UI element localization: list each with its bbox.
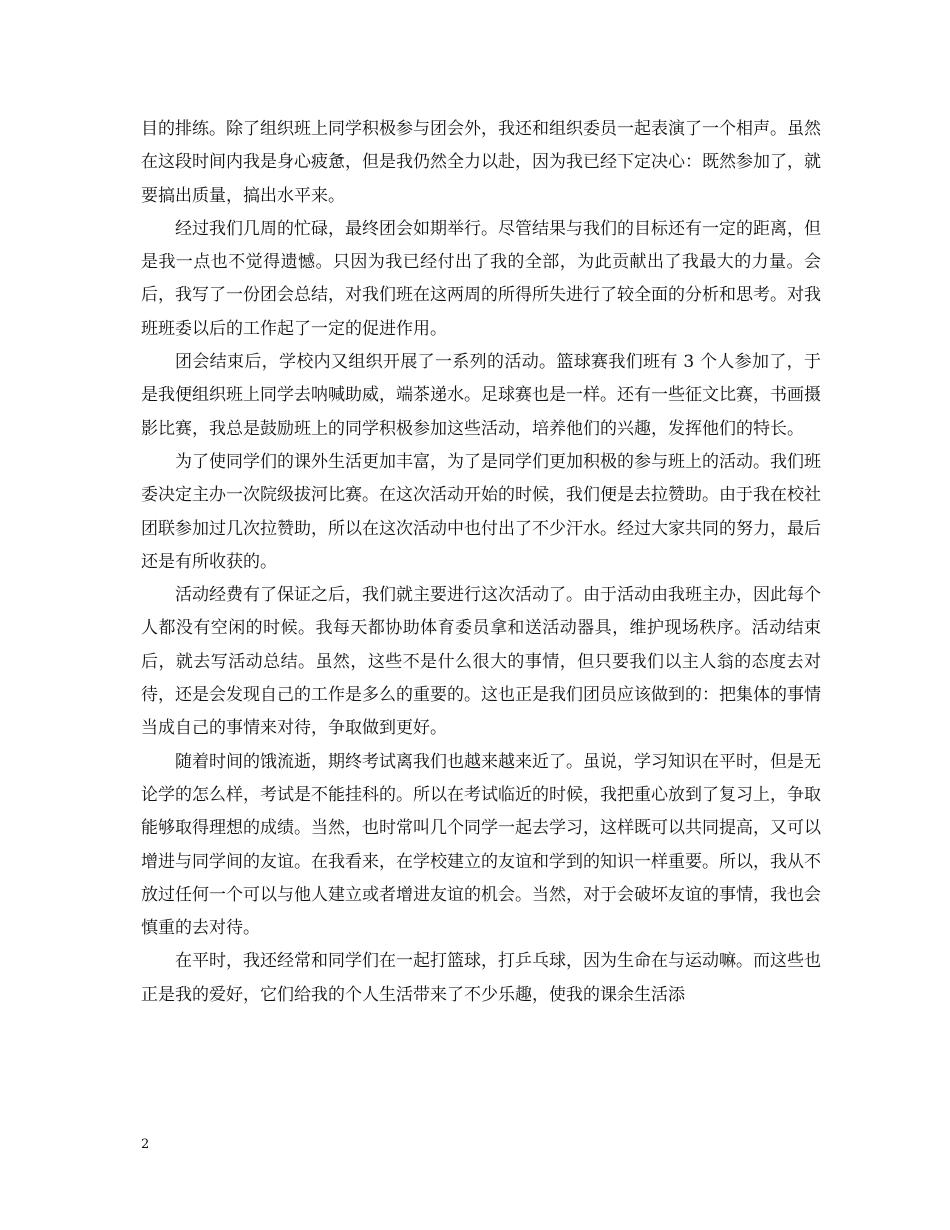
paragraph-7: 在平时，我还经常和同学们在一起打篮球，打乒乓球，因为生命在与运动嘛。而这些也正是我的爱好，它们给我的个人生活带来了不少乐趣，使我的课余生活添 (141, 951, 821, 1005)
paragraph-4: 为了使同学们的课外生活更加丰富，为了是同学们更加积极的参与班上的活动。我们班委决定主办一次院级拔河比赛。在这次活动开始的时候，我们便是去拉赞助。由于我在校社团联参加过几次拉赞助，所以在这次活动中也付出了不少汗水。经过大家共同的努力，最后还是有所收获的。 (141, 451, 821, 572)
paragraph-5: 活动经费有了保证之后，我们就主要进行这次活动了。由于活动由我班主办，因此每个人都没有空闲的时候。我每天都协助体育委员拿和送活动器具，维护现场秩序。活动结束后，就去写活动总结。虽然，这些不是什么很大的事情，但只要我们以主人翁的态度去对待，还是会发现自己的工作是多么的重要的。这也正是我们团员应该做到的：把集体的事情当成自己的事情来对待，争取做到更好。 (141, 585, 821, 739)
body-text (141, 113, 821, 1012)
page-number: 2 (141, 1137, 150, 1152)
paragraph-2: 经过我们几周的忙碌，最终团会如期举行。尽管结果与我们的目标还有一定的距离，但是我一点也不觉得遗憾。只因为我已经付出了我的全部，为此贡献出了我最大的力量。会后，我写了一份团会总结，对我们班在这两周的所得所失进行了较全面的分析和思考。对我班班委以后的工作起了一定的促进作用。 (141, 218, 821, 339)
paragraph-3: 团会结束后，学校内又组织开展了一系列的活动。篮球赛我们班有 3 个人参加了，于是我便组织班上同学去呐喊助威，端茶递水。足球赛也是一样。还有一些征文比赛，书画摄影比赛，我总是鼓励班上的同学积极参加这些活动，培养他们的兴趣，发挥他们的特长。 (141, 352, 821, 439)
paragraph-1: 目的排练。除了组织班上同学积极参与团会外，我还和组织委员一起表演了一个相声。虽然在这段时间内我是身心疲惫，但是我仍然全力以赴，因为我已经下定决心：既然参加了，就要搞出质量，搞出水平来。 (141, 119, 821, 206)
paragraph-6: 随着时间的饿流逝，期终考试离我们也越来越来近了。虽说，学习知识在平时，但是无论学的怎么样，考试是不能挂科的。所以在考试临近的时候，我把重心放到了复习上，争取能够取得理想的成绩。当然，也时常叫几个同学一起去学习，这样既可以共同提高，又可以增进与同学间的友谊。在我看来，在学校建立的友谊和学到的知识一样重要。所以，我从不放过任何一个可以与他人建立或者增进友谊的机会。当然，对于会破坏友谊的事情，我也会慎重的去对待。 (141, 751, 821, 939)
